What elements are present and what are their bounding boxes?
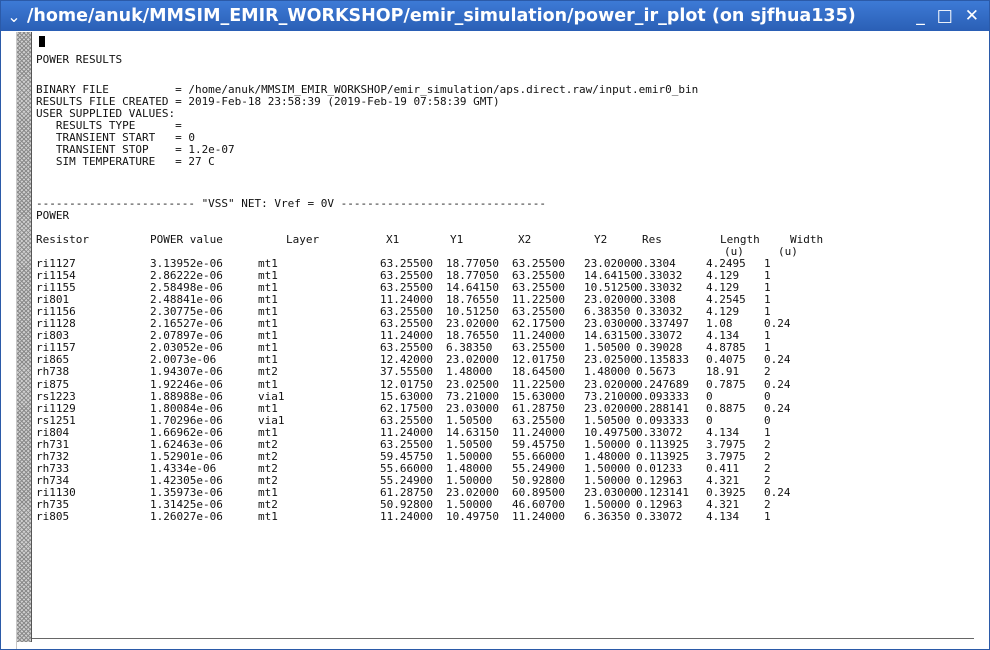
header-x1: X1	[386, 233, 400, 246]
row-y1: 1.48000	[446, 461, 493, 475]
row-res: 0.3308	[636, 293, 676, 307]
row-x2: 11.24000	[512, 425, 565, 439]
row-power-value: 1.4334e-06	[150, 461, 217, 475]
row-x2: 46.60700	[512, 498, 565, 511]
row-width: 2	[764, 473, 771, 487]
row-y2: 1.50000	[584, 437, 631, 451]
row-y2: 10.51250	[584, 281, 637, 295]
row-width: 1	[764, 329, 771, 343]
row-y1: 1.50500	[446, 413, 493, 427]
row-resistor: ri1156	[36, 305, 76, 319]
row-y1: 23.03000	[446, 401, 499, 415]
row-res: 0.01233	[636, 461, 683, 475]
row-layer: mt1	[258, 353, 278, 367]
row-width: 2	[764, 437, 771, 451]
row-width: 0.24	[764, 401, 791, 415]
row-power-value: 2.48841e-06	[150, 293, 223, 307]
sim-temperature-line: SIM TEMPERATURE = 27 C	[36, 155, 215, 168]
row-power-value: 1.31425e-06	[150, 498, 223, 511]
row-x1: 63.25500	[380, 317, 433, 331]
row-layer: mt1	[258, 401, 278, 415]
row-layer: mt2	[258, 461, 278, 475]
row-width: 1	[764, 341, 771, 355]
transient-start-line: TRANSIENT START = 0	[36, 131, 195, 144]
row-res: 0.123141	[636, 485, 689, 499]
row-y1: 10.51250	[446, 305, 499, 319]
row-layer: mt1	[258, 305, 278, 319]
row-width: 2	[764, 365, 771, 379]
row-x1: 63.25500	[380, 413, 433, 427]
row-y2: 1.50000	[584, 473, 631, 487]
row-x1: 63.25500	[380, 257, 433, 270]
row-y1: 23.02500	[446, 377, 499, 391]
row-length: 0.4075	[706, 353, 746, 367]
row-y2: 14.64150	[584, 269, 637, 283]
row-layer: mt1	[258, 485, 278, 499]
row-layer: mt1	[258, 377, 278, 391]
transient-stop-line: TRANSIENT STOP = 1.2e-07	[36, 143, 235, 156]
row-power-value: 1.92246e-06	[150, 377, 223, 391]
row-resistor: ri1155	[36, 281, 76, 295]
row-x2: 61.28750	[512, 401, 565, 415]
row-resistor: rh732	[36, 449, 70, 463]
row-width: 1	[764, 257, 771, 270]
row-res: 0.093333	[636, 413, 689, 427]
minimize-icon[interactable]: _	[916, 5, 925, 26]
row-x1: 11.24000	[380, 329, 433, 343]
row-layer: mt2	[258, 437, 278, 451]
header-layer: Layer	[286, 233, 320, 246]
row-power-value: 1.42305e-06	[150, 473, 223, 487]
window-title: /home/anuk/MMSIM_EMIR_WORKSHOP/emir_simulation/power_ir_plot (on sjfhua135)	[27, 6, 856, 26]
row-width: 2	[764, 449, 771, 463]
row-width: 2	[764, 461, 771, 475]
row-res: 0.247689	[636, 377, 689, 391]
row-y2: 1.48000	[584, 365, 631, 379]
row-layer: mt1	[258, 329, 278, 343]
row-power-value: 1.94307e-06	[150, 365, 223, 379]
row-res: 0.33032	[636, 281, 683, 295]
row-y2: 23.02000	[584, 401, 637, 415]
row-x1: 63.25500	[380, 341, 433, 355]
row-layer: mt2	[258, 365, 278, 379]
row-resistor: rs1223	[36, 389, 76, 403]
row-length: 4.321	[706, 498, 740, 511]
row-power-value: 2.0073e-06	[150, 353, 217, 367]
row-power-value: 3.13952e-06	[150, 257, 223, 270]
row-resistor: ri804	[36, 425, 70, 439]
header-resistor: Resistor	[36, 233, 89, 246]
row-width: 0	[764, 413, 771, 427]
row-x1: 63.25500	[380, 305, 433, 319]
row-length: 0	[706, 389, 713, 403]
header-y2: Y2	[594, 233, 608, 246]
row-power-value: 2.86222e-06	[150, 269, 223, 283]
row-y1: 1.50500	[446, 437, 493, 451]
row-resistor: ri1129	[36, 401, 76, 415]
row-y1: 23.02000	[446, 485, 499, 499]
row-res: 0.093333	[636, 389, 689, 403]
row-x2: 11.22500	[512, 293, 565, 307]
row-res: 0.288141	[636, 401, 689, 415]
row-length: 0.411	[706, 461, 740, 475]
row-resistor: rh731	[36, 437, 70, 451]
row-x1: 61.28750	[380, 485, 433, 499]
row-y1: 1.48000	[446, 365, 493, 379]
row-y2: 1.50500	[584, 341, 631, 355]
row-y2: 10.49750	[584, 425, 637, 439]
row-x2: 11.24000	[512, 329, 565, 343]
row-layer: mt1	[258, 293, 278, 307]
row-y1: 18.77050	[446, 269, 499, 283]
row-layer: mt2	[258, 473, 278, 487]
row-resistor: ri1157	[36, 341, 76, 355]
row-length: 4.2495	[706, 257, 746, 270]
row-res: 0.33072	[636, 329, 683, 343]
row-power-value: 1.35973e-06	[150, 485, 223, 499]
row-resistor: ri1154	[36, 269, 76, 283]
row-power-value: 2.07897e-06	[150, 329, 223, 343]
row-width: 0.24	[764, 353, 791, 367]
row-layer: mt1	[258, 317, 278, 331]
row-width: 1	[764, 510, 771, 524]
row-resistor: rh733	[36, 461, 70, 475]
row-length: 1.08	[706, 317, 733, 331]
row-resistor: rh734	[36, 473, 70, 487]
row-x1: 12.01750	[380, 377, 433, 391]
row-y1: 14.64150	[446, 281, 499, 295]
row-y1: 23.02000	[446, 353, 499, 367]
row-x2: 55.66000	[512, 449, 565, 463]
row-x2: 11.22500	[512, 377, 565, 391]
row-y1: 1.50000	[446, 473, 493, 487]
row-res: 0.3304	[636, 257, 676, 270]
row-y1: 73.21000	[446, 389, 499, 403]
row-resistor: ri865	[36, 353, 70, 367]
row-x2: 60.89500	[512, 485, 565, 499]
row-resistor: ri801	[36, 293, 70, 307]
row-y2: 1.50000	[584, 461, 631, 475]
row-y2: 1.50500	[584, 413, 631, 427]
row-power-value: 1.52901e-06	[150, 449, 223, 463]
maximize-icon[interactable]: □	[936, 5, 953, 26]
row-x1: 11.24000	[380, 425, 433, 439]
row-length: 4.134	[706, 329, 740, 343]
row-res: 0.12963	[636, 498, 683, 511]
row-x1: 11.24000	[380, 293, 433, 307]
row-y2: 23.03000	[584, 485, 637, 499]
report-heading: POWER RESULTS	[36, 53, 123, 66]
row-layer: mt1	[258, 257, 278, 270]
row-x1: 55.24900	[380, 473, 433, 487]
row-res: 0.39028	[636, 341, 683, 355]
row-res: 0.135833	[636, 353, 689, 367]
row-x1: 62.17500	[380, 401, 433, 415]
row-x2: 59.45750	[512, 437, 565, 451]
row-y2: 23.02000	[584, 377, 637, 391]
row-layer: mt1	[258, 425, 278, 439]
row-layer: mt1	[258, 269, 278, 283]
row-res: 0.33072	[636, 425, 683, 439]
window-controls	[916, 5, 989, 26]
results-type-line: RESULTS TYPE =	[36, 119, 182, 132]
close-icon[interactable]: ✕	[964, 5, 979, 26]
row-res: 0.113925	[636, 449, 689, 463]
row-res: 0.12963	[636, 473, 683, 487]
row-power-value: 1.88988e-06	[150, 389, 223, 403]
row-y2: 14.63150	[584, 329, 637, 343]
row-y2: 23.02000	[584, 257, 637, 270]
row-res: 0.33032	[636, 269, 683, 283]
row-layer: via1	[258, 413, 285, 427]
row-x2: 18.64500	[512, 365, 565, 379]
row-x1: 63.25500	[380, 437, 433, 451]
header-y1: Y1	[450, 233, 464, 246]
row-x2: 15.63000	[512, 389, 565, 403]
row-y1: 14.63150	[446, 425, 499, 439]
row-layer: mt1	[258, 510, 278, 524]
row-resistor: ri803	[36, 329, 70, 343]
row-resistor: ri1127	[36, 257, 76, 270]
row-x1: 37.55500	[380, 365, 433, 379]
row-x1: 11.24000	[380, 510, 433, 524]
row-y1: 18.77050	[446, 257, 499, 270]
row-length: 4.129	[706, 305, 740, 319]
row-power-value: 2.16527e-06	[150, 317, 223, 331]
row-power-value: 2.03052e-06	[150, 341, 223, 355]
row-y2: 6.38350	[584, 305, 631, 319]
row-x2: 63.25500	[512, 341, 565, 355]
row-power-value: 1.26027e-06	[150, 510, 223, 524]
row-y2: 23.03000	[584, 317, 637, 331]
row-width: 2	[764, 498, 771, 511]
row-x1: 55.66000	[380, 461, 433, 475]
results-created-line: RESULTS FILE CREATED = 2019-Feb-18 23:58:39 (2019-Feb-19 07:58:39 GMT)	[36, 95, 500, 108]
row-power-value: 1.62463e-06	[150, 437, 223, 451]
row-length: 0	[706, 413, 713, 427]
user-values-line: USER SUPPLIED VALUES:	[36, 107, 176, 120]
row-y1: 1.50000	[446, 449, 493, 463]
row-width: 0.24	[764, 377, 791, 391]
row-resistor: rh735	[36, 498, 70, 511]
row-layer: mt1	[258, 341, 278, 355]
row-resistor: ri875	[36, 377, 70, 391]
row-layer: mt1	[258, 281, 278, 295]
left-frame	[1, 32, 17, 649]
row-x2: 50.92800	[512, 473, 565, 487]
row-res: 0.5673	[636, 365, 676, 379]
row-res: 0.113925	[636, 437, 689, 451]
row-x2: 62.17500	[512, 317, 565, 331]
text-area[interactable]	[36, 34, 966, 639]
row-resistor: ri1128	[36, 317, 76, 331]
row-y2: 6.36350	[584, 510, 631, 524]
row-length: 4.321	[706, 473, 740, 487]
row-length: 18.91	[706, 365, 740, 379]
text-cursor	[39, 36, 45, 47]
row-y1: 10.49750	[446, 510, 499, 524]
unit-length: (u)	[724, 245, 744, 258]
row-x2: 63.25500	[512, 305, 565, 319]
binary-file-line: BINARY FILE = /home/anuk/MMSIM_EMIR_WORKSHOP/emir_simulation/aps.direct.raw/input.emir0_bin	[36, 83, 699, 96]
row-y2: 23.02000	[584, 293, 637, 307]
row-res: 0.33072	[636, 510, 683, 524]
row-x2: 63.25500	[512, 281, 565, 295]
row-length: 0.3925	[706, 485, 746, 499]
row-x1: 12.42000	[380, 353, 433, 367]
header-width: Width	[790, 233, 824, 246]
unit-width: (u)	[778, 245, 798, 258]
row-resistor: ri1130	[36, 485, 76, 499]
row-length: 0.8875	[706, 401, 746, 415]
row-res: 0.337497	[636, 317, 689, 331]
header-res: Res	[642, 233, 662, 246]
row-resistor: rs1251	[36, 413, 76, 427]
row-width: 0	[764, 389, 771, 403]
row-power-value: 2.58498e-06	[150, 281, 223, 295]
net-separator-line: ------------------------ "VSS" NET: Vref = 0V -------------------------------	[36, 197, 546, 210]
row-x2: 63.25500	[512, 257, 565, 270]
row-power-value: 1.66962e-06	[150, 425, 223, 439]
row-width: 1	[764, 425, 771, 439]
row-length: 4.8785	[706, 341, 746, 355]
row-length: 3.7975	[706, 437, 746, 451]
row-length: 4.134	[706, 510, 740, 524]
row-length: 4.129	[706, 281, 740, 295]
row-power-value: 1.80084e-06	[150, 401, 223, 415]
title-bar[interactable]	[1, 1, 989, 31]
window-menu-icon[interactable]: ⌄	[7, 6, 21, 26]
row-power-value: 1.70296e-06	[150, 413, 223, 427]
row-length: 4.129	[706, 269, 740, 283]
row-length: 4.2545	[706, 293, 746, 307]
header-length: Length	[720, 233, 760, 246]
row-width: 1	[764, 293, 771, 307]
row-width: 1	[764, 269, 771, 283]
row-width: 1	[764, 305, 771, 319]
scrollbar[interactable]	[17, 32, 32, 642]
row-layer: mt2	[258, 498, 278, 511]
row-power-value: 2.30775e-06	[150, 305, 223, 319]
row-resistor: ri805	[36, 510, 70, 524]
row-y2: 1.48000	[584, 449, 631, 463]
row-y1: 18.76550	[446, 329, 499, 343]
row-x1: 59.45750	[380, 449, 433, 463]
bottom-divider	[32, 638, 974, 639]
row-res: 0.33032	[636, 305, 683, 319]
row-resistor: rh738	[36, 365, 70, 379]
row-layer: mt2	[258, 449, 278, 463]
row-length: 3.7975	[706, 449, 746, 463]
row-y2: 23.02500	[584, 353, 637, 367]
row-y2: 1.50000	[584, 498, 631, 511]
row-layer: via1	[258, 389, 285, 403]
row-x2: 12.01750	[512, 353, 565, 367]
row-x2: 63.25500	[512, 413, 565, 427]
row-y1: 18.76550	[446, 293, 499, 307]
row-x2: 55.24900	[512, 461, 565, 475]
row-width: 1	[764, 281, 771, 295]
row-x1: 63.25500	[380, 269, 433, 283]
row-x1: 63.25500	[380, 281, 433, 295]
row-x1: 15.63000	[380, 389, 433, 403]
header-x2: X2	[518, 233, 532, 246]
row-width: 0.24	[764, 485, 791, 499]
row-x1: 50.92800	[380, 498, 433, 511]
row-y1: 6.38350	[446, 341, 493, 355]
row-y1: 23.02000	[446, 317, 499, 331]
section-label: POWER	[36, 209, 70, 222]
row-length: 4.134	[706, 425, 740, 439]
row-y2: 73.21000	[584, 389, 637, 403]
row-x2: 11.24000	[512, 510, 565, 524]
header-power-value: POWER value	[150, 233, 223, 246]
row-length: 0.7875	[706, 377, 746, 391]
row-x2: 63.25500	[512, 269, 565, 283]
row-y1: 1.50000	[446, 498, 493, 511]
row-width: 0.24	[764, 317, 791, 331]
